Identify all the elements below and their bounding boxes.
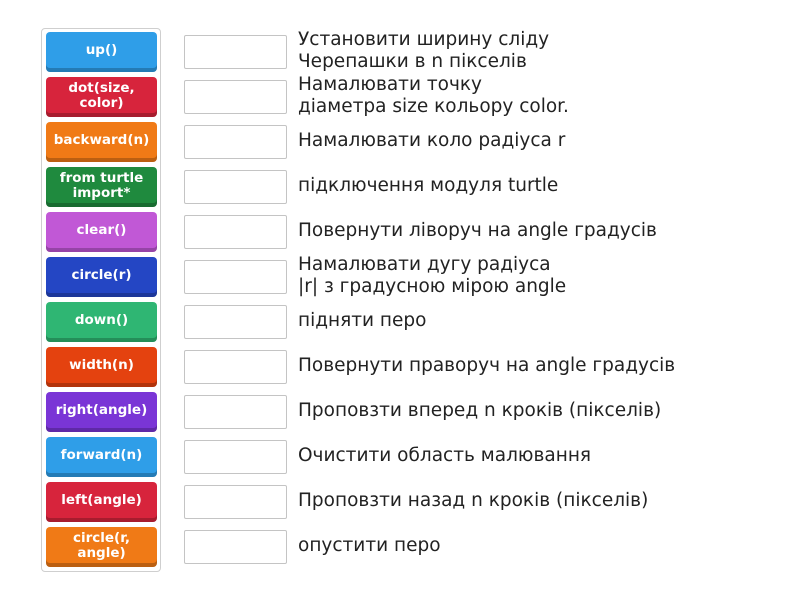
description-label: Установити ширину сліду Черепашки в n пікселів [298,29,550,72]
answer-drop-slot[interactable] [184,350,287,384]
description-text [298,389,778,433]
description-label: Повернути праворуч на angle градусів [298,355,676,376]
answer-drop-slot[interactable] [184,440,287,474]
description-label: Повернути ліворуч на angle градусів [298,220,657,241]
draggable-tile[interactable] [46,527,157,567]
answer-drop-slot[interactable] [184,305,287,339]
tile-label: clear() [76,222,127,238]
description-text [298,119,778,163]
description-text [298,74,778,118]
description-label: Проповзти назад n кроків (пікселів) [298,490,649,511]
draggable-tile[interactable] [46,212,157,252]
draggable-tile[interactable] [46,302,157,342]
description-text [298,209,778,253]
draggable-tile[interactable] [46,122,157,162]
answer-drop-slot[interactable] [184,80,287,114]
description-label: Намалювати точку діаметра size кольору color. [298,74,569,117]
description-text [298,29,778,73]
answer-drop-slot[interactable] [184,485,287,519]
draggable-tile[interactable] [46,167,157,207]
description-text [298,164,778,208]
tile-label: from turtle import* [59,169,144,201]
draggable-tile[interactable] [46,482,157,522]
draggable-tile[interactable] [46,77,157,117]
description-text [298,299,778,343]
description-text [298,479,778,523]
description-label: Проповзти вперед n кроків (пікселів) [298,400,662,421]
tile-label: circle(r, angle) [72,529,131,561]
answer-drop-slot[interactable] [184,530,287,564]
description-text [298,434,778,478]
description-label: Намалювати дугу радіуса |r| з градусною мірою angle [298,254,567,297]
answer-drop-slot[interactable] [184,395,287,429]
draggable-tile[interactable] [46,437,157,477]
description-text [298,524,778,568]
description-label: підключення модуля turtle [298,175,559,196]
answer-drop-slot[interactable] [184,170,287,204]
description-text [298,344,778,388]
answer-drop-slot[interactable] [184,125,287,159]
tile-label: up() [85,42,118,58]
tile-label: left(angle) [61,492,142,508]
draggable-tile[interactable] [46,32,157,72]
tile-label: forward(n) [60,447,143,463]
description-label: Намалювати коло радіуса r [298,130,566,151]
tile-label: down() [74,312,129,328]
tile-label: dot(size, color) [68,79,135,111]
draggable-tile[interactable] [46,257,157,297]
tile-label: right(angle) [55,402,148,418]
description-label: опустити перо [298,535,441,556]
description-label: Очистити область малювання [298,445,592,466]
draggable-tile[interactable] [46,392,157,432]
tile-label: circle(r) [71,267,132,283]
answer-drop-slot[interactable] [184,35,287,69]
description-text [298,254,778,298]
tile-label: backward(n) [53,132,150,148]
answer-drop-slot[interactable] [184,260,287,294]
draggable-tile[interactable] [46,347,157,387]
description-label: підняти перо [298,310,427,331]
tile-label: width(n) [69,357,134,373]
answer-drop-slot[interactable] [184,215,287,249]
